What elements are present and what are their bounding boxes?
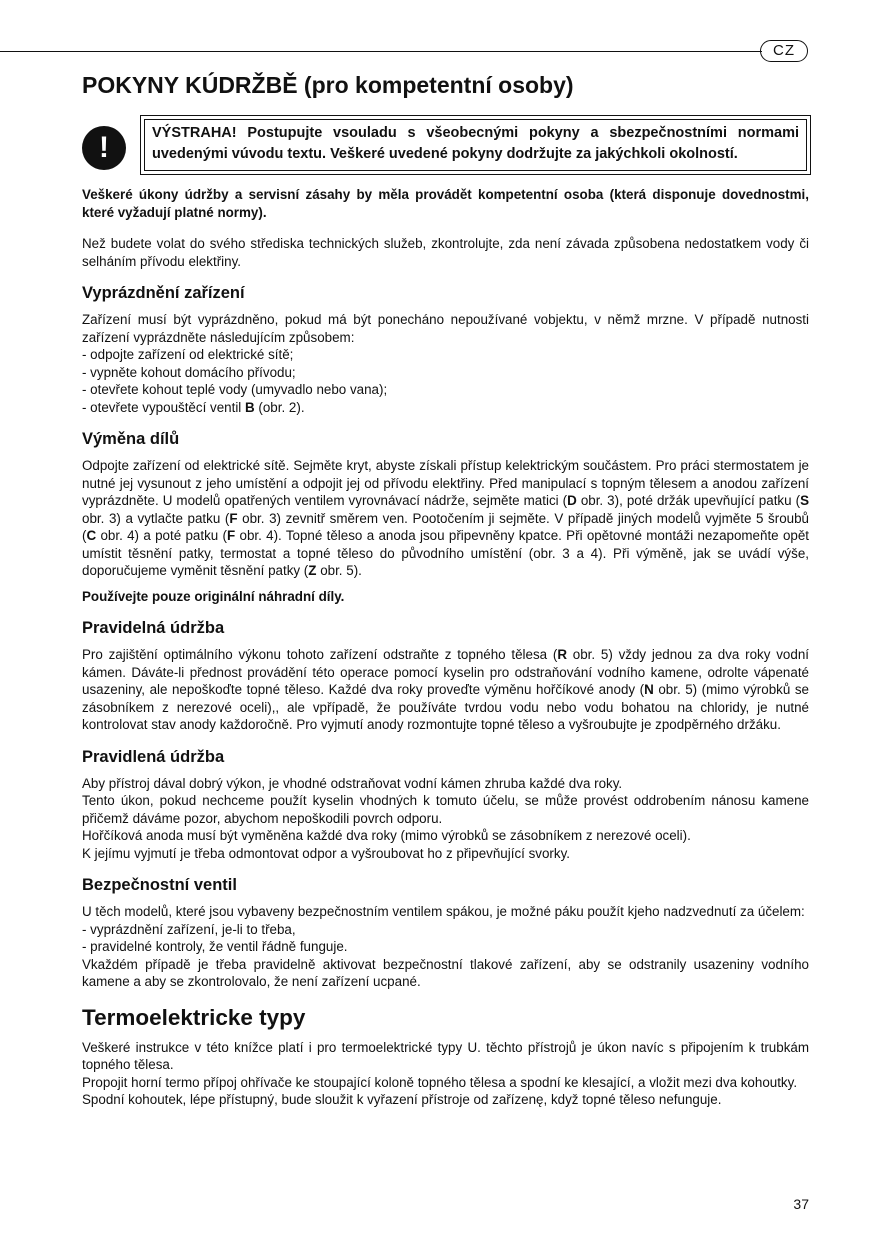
parts-text: obr. 3) zevnitř směrem ven. Pootočením ji sejměte. V případě jiných modelů vyjměte 5 šroubů ( — [82, 510, 810, 543]
label-d: D — [567, 493, 577, 508]
draining-step: - vypněte kohout domácího přívodu; — [82, 364, 296, 380]
warning-box — [140, 115, 811, 175]
maintenance2-line: Tento úkon, pokud nechceme použít kyselin vhodných k tomuto účelu, se může provést oddrobením nánosu kamene přičemž dáváme pozor, abychom nepoškodili povrch odporu. — [82, 793, 809, 826]
label-f: F — [227, 528, 236, 543]
label-s: S — [800, 493, 809, 508]
maintenance2-line: Aby přístroj dával dobrý výkon, je vhodné odstraňovat vodní kámen zhruba každé dva roky. — [82, 775, 623, 791]
thermo-line: Spodní kohoutek, lépe přístupný, bude sloužit k vyřazení přístroje od zařízenę, když topné těleso nefunguje. — [82, 1092, 722, 1107]
parts-text: obr. 4) a poté patku ( — [96, 528, 227, 543]
section-heading-thermo: Termoelektricke typy — [82, 1004, 306, 1030]
warning-icon: ! — [82, 126, 126, 170]
section-heading-maintenance: Pravidelná údržba — [82, 619, 225, 637]
draining-step: - otevřete kohout teplé vody (umyvadlo nebo vana); — [82, 382, 388, 397]
label-c: C — [86, 528, 97, 543]
draining-text: Zařízení musí být vyprázdněno, pokud má být ponecháno nepoužívané vobjektu, v němž mrzne. V případě nutnosti zařízení vyprázdněte následujícím způsobem: — [82, 312, 809, 345]
safety-valve-text: U těch modelů, které jsou vybaveny bezpečnostním ventilem spákou, je možné páku použít kjeho nadzvednutí za účelem: — [82, 904, 805, 919]
safety-valve-item: - vyprázdnění zařízení, je-li to třeba, — [82, 921, 296, 937]
thermo-line: Veškeré instrukce v této knížce platí i pro termoelektrické typy U. těchto přístrojů je úkon navíc s připojením k trubkám topného tělesa. — [82, 1039, 809, 1072]
main-content — [82, 186, 809, 1123]
top-rule — [0, 51, 762, 52]
parts-paragraph — [82, 457, 809, 580]
parts-text: obr. 4). Topné těleso a anoda jsou připevněny kpatce. Při opětovné montáži nezapomeňte opět umístit těsnění patky, termostat a topné těleso do původního umístění (obr. 3 a 4). Při výměně, jak se uvádí výše, doporučujeme vyměnit těsnění patky ( — [82, 528, 809, 578]
thermo-line: Propojit horní termo přípoj ohřívače ke stoupající koloně topného tělesa a spodní ke klesající, a vložit mezi dva kohoutky. — [82, 1074, 798, 1090]
intro-paragraph: Než budete volat do svého střediska technických služeb, zkontrolujte, zda není závada způsobena nedostatkem vody či selháním přívodu elektřiny. — [82, 236, 809, 269]
original-parts-note: Používejte pouze originální náhradní díly. — [82, 588, 345, 604]
label-r: R — [557, 647, 568, 662]
warning-text: VÝSTRAHA! Postupujte vsouladu s všeobecnými pokyny a sbezpečnostními normami uvedenými vúvodu textu. Veškeré uvedené pokyny dodržujte za jakýchkoli okolností. — [144, 119, 807, 171]
section-heading-draining: Vyprázdnění zařízení — [82, 284, 245, 302]
section-heading-safety-valve: Bezpečnostní ventil — [82, 876, 237, 894]
language-badge: CZ — [760, 40, 808, 62]
maintenance2-line: K jejímu vyjmutí je třeba odmontovat odpor a vyšroubovat ho z připevňující svorky. — [82, 845, 570, 861]
thermo-paragraph — [82, 1039, 809, 1109]
maintenance-text: Pro zajištění optimálního výkonu tohoto zařízení odstraňte z topného tělesa ( — [82, 647, 558, 662]
maintenance2-line: Hořčíková anoda musí být vyměněna každé dva roky (mimo výrobků se zásobníkem z nerezové oceli). — [82, 828, 691, 843]
safety-valve-item: - pravidelné kontroly, že ventil řádně funguje. — [82, 939, 348, 954]
parts-text: Odpojte zařízení od elektrické sítě. Sejměte kryt, abyste získali přístup kelektrickým součástem. Pro práci stermostatem je nutné jej vysunout z jeho umístění a odpojit jej od přívodu elektřiny. Před manipulací s topným tělesem a anodou zařízení vyprázdněte. U modelů opatřených ventilem vyrovnávací nádrže, sejměte matici ( — [82, 458, 809, 508]
parts-text: obr. 5). — [316, 563, 362, 578]
safety-valve-paragraph — [82, 903, 809, 991]
label-z: Z — [308, 563, 317, 578]
label-n: N — [644, 682, 654, 697]
draining-paragraph — [82, 311, 809, 416]
intro-bold-paragraph: Veškeré úkony údržby a servisní zásahy by měla provádět kompetentní osoba (která disponuje dovednostmi, které vyžadují platné normy). — [82, 187, 809, 220]
label-f: F — [229, 510, 238, 526]
maintenance-paragraph — [82, 646, 809, 734]
section-heading-maintenance-2: Pravidlená údržba — [82, 747, 225, 766]
page-title: POKYNY KÚDRŽBĚ (pro kompetentní osoby) — [82, 72, 574, 98]
maintenance-text: obr. 5) vždy jednou za dva roky vodní kámen. Dáváte-li přednost provádění této operace pomocí kyselin pro odstraňování vodního kamene, odrolte vápenaté usazeniny, ale nepoškoďte topné těleso. Každé dva roky proveďte výměnu hořčíkové anody ( — [82, 647, 809, 697]
maintenance2-paragraph — [82, 775, 809, 863]
safety-valve-text: Vkaždém případě je třeba pravidelně aktivovat bezpečnostní tlakové zařízení, aby se odstranily usazeniny vodního kamene a aby se zkontrolovalo, že není zařízení ucpané. — [82, 956, 809, 989]
maintenance-text: obr. 5) (mimo výrobků se zásobníkem z nerezové oceli),, ale vpřípadě, že používáte tvrdou vodu nebo vodu bohatou na chloridy, je nutné kontrolovat stav anody každoročně. Pro vyjmutí anody rozmontujte topné těleso a vyšroubujte je zpodpěrného držáku. — [82, 682, 809, 732]
draining-step-end: (obr. 2). — [254, 399, 305, 415]
parts-text: obr. 3), poté držák upevňující patku ( — [576, 493, 801, 508]
label-b: B — [245, 399, 255, 415]
section-heading-parts: Výměna dílů — [82, 430, 180, 448]
page-number: 37 — [793, 1196, 809, 1212]
draining-step: - odpojte zařízení od elektrické sítě; — [82, 347, 294, 362]
parts-text: obr. 3) a vytlačte patku ( — [82, 510, 230, 526]
draining-step: - otevřete vypouštěcí ventil — [82, 399, 245, 415]
